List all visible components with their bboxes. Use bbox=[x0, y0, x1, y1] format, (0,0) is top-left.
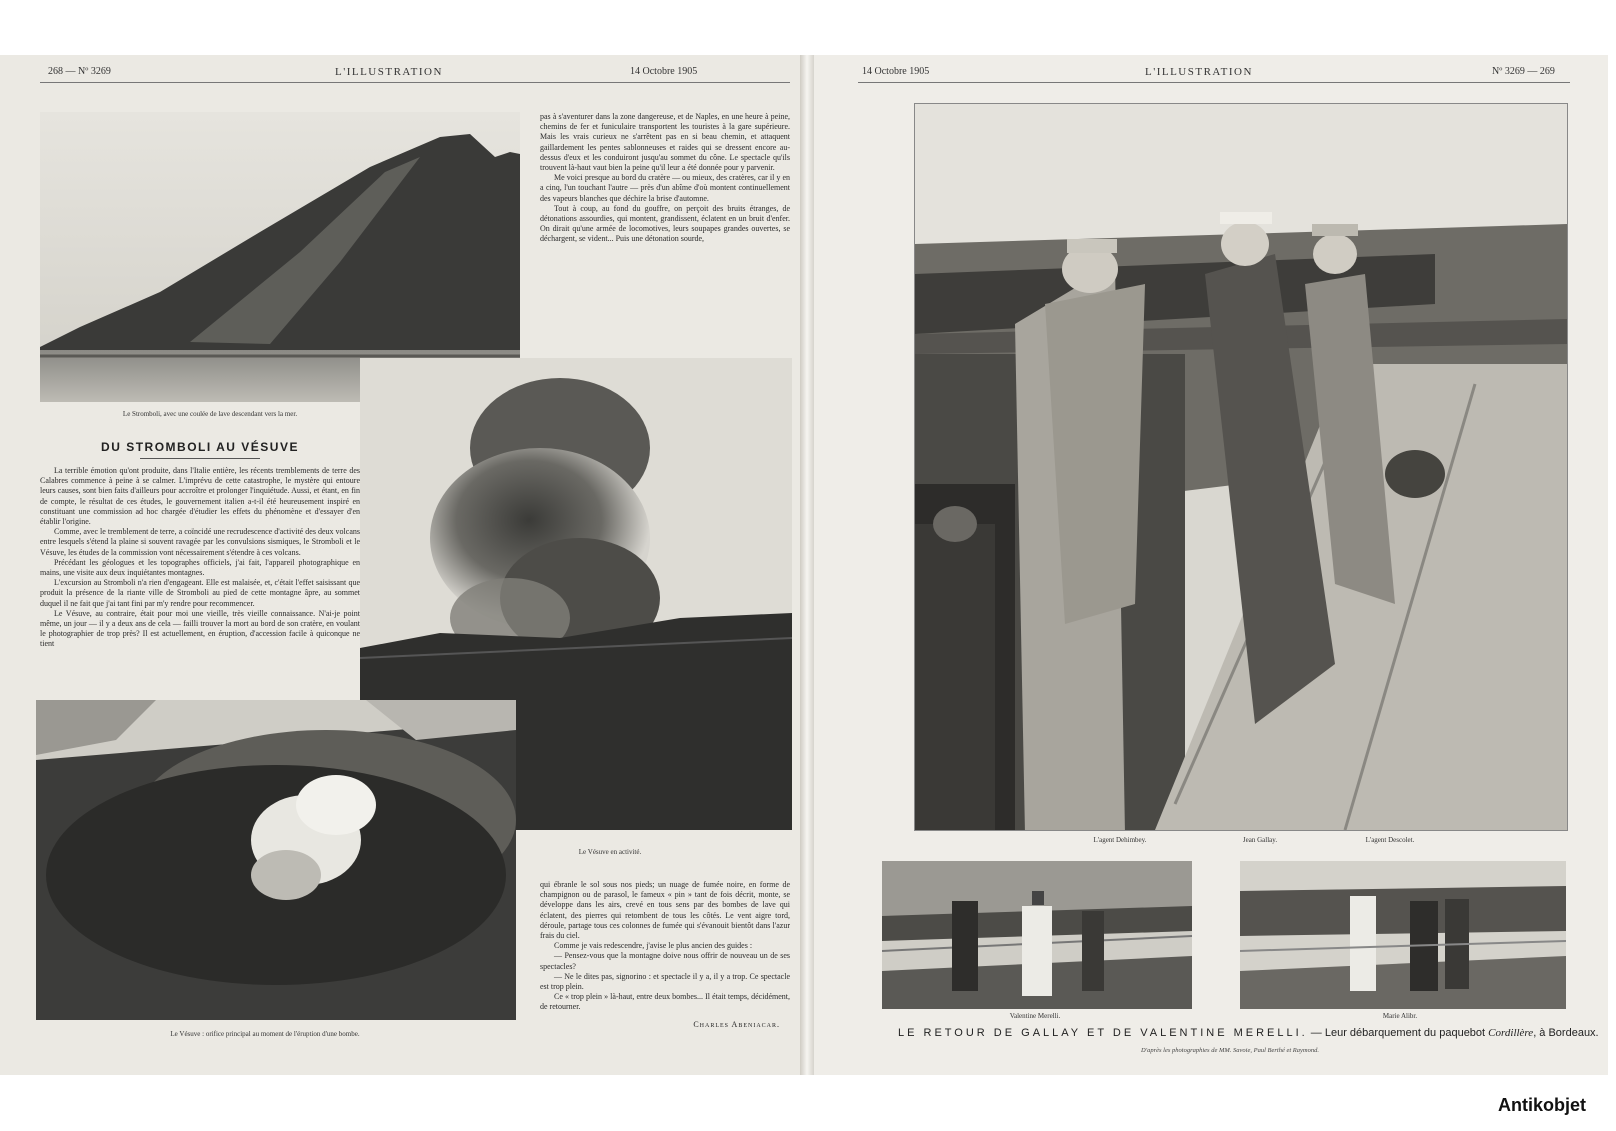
paragraph: La terrible émotion qu'ont produite, dans l'Italie entière, les récents tremblements de terre des Calabres commence à peine à se calmer. L'imprévu de cette catastrophe, le mystère qui entoure leurs causes, sont bien faits d'ailleurs pour accroître et prolonger l'inquiétude. Aussi, et étant, en fin de compte, le résultat de ces études, le gouvernement italien a-t-il été heureusement inspiré en constituant une commission ad hoc chargée d'étudier les effets du phénomène et d'essayer d'en établir l'origine. bbox=[40, 466, 360, 527]
article-heading: DU STROMBOLI AU VÉSUVE bbox=[101, 440, 299, 454]
title-ship-name: Cordillère bbox=[1488, 1027, 1534, 1039]
title-main: LE RETOUR DE GALLAY ET DE VALENTINE MERELLI. bbox=[898, 1027, 1308, 1039]
caption-jean-gallay: Jean Gallay. bbox=[1242, 836, 1278, 844]
vesuve-activity-caption: Le Vésuve en activité. bbox=[578, 848, 642, 856]
article-column-2-top bbox=[540, 112, 790, 352]
paragraph: Me voici presque au bord du cratère — ou mieux, des cratères, car il y en a cinq, l'un touchant l'autre — près d'un abîme d'où montent continuellement des vapeurs blanches que déchire la brise d'automne. bbox=[540, 173, 790, 203]
caption-agent-descolet: L'agent Descolet. bbox=[1365, 836, 1415, 844]
caption-marie-alibr: Marie Alibr. bbox=[1382, 1012, 1418, 1020]
marie-alibr-photo bbox=[1240, 861, 1566, 1009]
right-page-title bbox=[898, 1027, 1599, 1039]
vesuve-crater-caption: Le Vésuve : orifice principal au moment de l'éruption d'une bombe. bbox=[170, 1030, 360, 1038]
valentine-merelli-photo bbox=[882, 861, 1192, 1009]
vesuve-crater-photo bbox=[36, 700, 516, 1020]
right-date: 14 Octobre 1905 bbox=[862, 66, 930, 77]
left-header-rule bbox=[40, 82, 790, 83]
paragraph: Précédant les géologues et les topographes officiels, j'ai fait, l'appareil photographique en mains, une visite aux deux inquiétantes montagnes. bbox=[40, 557, 360, 578]
heading-rule bbox=[140, 458, 260, 459]
paragraph: — Ne le dites pas, signorino : et spectacle il y a, il y a trop. Ce spectacle est trop plein. bbox=[540, 971, 790, 992]
paragraph: pas à s'aventurer dans la zone dangereuse, et de Naples, en une heure à peine, chemins de fer et funiculaire transportent les touristes à la gare supérieure. Mais les vrais curieux ne s'arrêtent pas en si beau chemin, et attaquent gaillardement les pentes sablonneuses et raides qui se dressent encore au-dessus d'eux et les conduiront jusqu'au sommet du cône. Le spectacle qu'ils trouvent là-haut vaut bien la peine qu'il leur a été donnée pour y parvenir. bbox=[540, 112, 790, 173]
title-sub-prefix: — Leur débarquement du paquebot bbox=[1307, 1027, 1489, 1039]
right-page-number: Nº 3269 — 269 bbox=[1492, 66, 1555, 77]
article-column-2-bottom bbox=[540, 880, 790, 1020]
gallay-disembarking-illustration bbox=[914, 103, 1568, 831]
caption-valentine-merelli: Valentine Merelli. bbox=[1009, 1012, 1061, 1020]
left-date: 14 Octobre 1905 bbox=[630, 66, 698, 77]
page-spine bbox=[800, 55, 814, 1075]
left-page-number: 268 — Nº 3269 bbox=[48, 66, 111, 77]
paragraph: — Pensez-vous que la montagne doive nous offrir de nouveau un de ses spectacles? bbox=[540, 951, 790, 971]
article-column-1 bbox=[40, 466, 360, 684]
stromboli-caption: Le Stromboli, avec une coulée de lave descendant vers la mer. bbox=[122, 410, 298, 418]
article-signature: Charles Abeniacar. bbox=[693, 1020, 780, 1029]
caption-agent-dehimbey: L'agent Dehimbey. bbox=[1093, 836, 1147, 844]
paragraph: Tout à coup, au fond du gouffre, on perçoit des bruits étranges, de détonations assourdies, qui montent, grandissent, éclatent en un bruit d'enfer. On dirait qu'une armée de locomotives, leurs soupapes grandes ouvertes, se déchargent, se vident... Puis une détonation sourde, bbox=[540, 203, 790, 244]
photo-credit: D'après les photographies de MM. Savoie, Paul Berthé et Raymond. bbox=[1141, 1047, 1319, 1054]
right-header-rule bbox=[858, 82, 1570, 83]
paragraph: Comme, avec le tremblement de terre, a coïncidé une recrudescence d'activité des deux volcans entre lesquels s'étend la plaine si souvent ravagée par les convulsions sismiques, le Stromboli et le Vésuve, les études de la commission vont nécessairement s'étendre à ces volcans. bbox=[40, 527, 360, 557]
paragraph: Le Vésuve, au contraire, était pour moi une vieille, très vieille connaissance. N'ai-je point même, un jour — il y a deux ans de cela — failli trouver la mort au bord de son cratère, en voulant le photographier de trop près? Il est actuellement, en éruption, d'accession facile à quiconque ne tient bbox=[40, 608, 360, 649]
paragraph: qui ébranle le sol sous nos pieds; un nuage de fumée noire, en forme de champignon ou de parasol, le fameux « pin » tant de fois décrit, monte, se développe dans les airs, crevé en tous sens par des bombes de lave qui éclatent, des pierres qui retombent de tous les côtés. Le vent aigre tord, déroule, partage tous ces colonnes de fumée qui s'évanouit bientôt dans l'azur frais du ciel. bbox=[540, 880, 790, 941]
paragraph: Ce « trop plein » là-haut, entre deux bombes... Il était temps, décidément, de retourner. bbox=[540, 992, 790, 1012]
left-masthead: L'ILLUSTRATION bbox=[335, 66, 443, 78]
paragraph: L'excursion au Stromboli n'a rien d'engageant. Elle est malaisée, et, c'était l'effet saisissant que produit la présence de la riante ville de Stromboli au pied de cette montagne âpre, au sommet duquel il ne fait que j'ai tant fini par m'y rendre pour recommencer. bbox=[40, 578, 360, 608]
title-sub-suffix: , à Bordeaux. bbox=[1533, 1027, 1599, 1039]
watermark: Antikobjet bbox=[1498, 1095, 1586, 1115]
paragraph: Comme je vais redescendre, j'avise le plus ancien des guides : bbox=[554, 941, 753, 951]
right-masthead: L'ILLUSTRATION bbox=[1145, 66, 1253, 78]
